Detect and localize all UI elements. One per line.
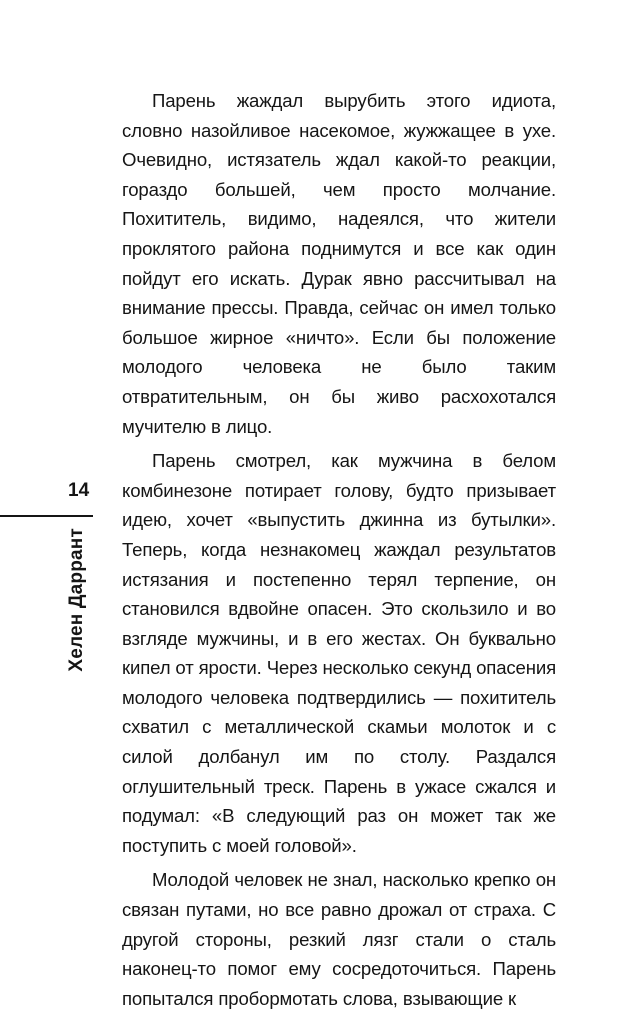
- page-number: 14: [68, 480, 90, 501]
- body-text: [122, 86, 556, 1018]
- paragraph: Парень смотрел, как мужчина в белом комбинезоне потирает голову, будто призывает идею, хочет «выпустить джинна из бутылки». Теперь, когда незнакомец жаждал результатов истязания и постепенно терял терпение, он становился вдвойне опасен. Это скользило и во взгляде мужчины, и в его жестах. Он буквально кипел от ярости. Через несколько секунд опасения молодого человека подтвердились — похититель схватил с металлической скамьи молоток и с силой долбанул им по столу. Раздался оглушительный треск. Парень в ужасе сжался и подумал: «В следующий раз он может так же поступить с моей головой».: [122, 450, 556, 856]
- paragraph: Молодой человек не знал, насколько крепко он связан путами, но все равно дрожал от страха. С другой стороны, резкий лязг стали о сталь наконец-то помог ему сосредоточиться. Парень попытался пробормотать слова, взывающие к: [122, 869, 556, 1009]
- paragraph: Парень жаждал вырубить этого идиота, словно назойливое насекомое, жужжащее в ухе. Очевидно, истязатель ждал какой-то реакции, гораздо большей, чем просто молчание. Похититель, видимо, надеялся, что жители проклятого района поднимутся и все как один пойдут его искать. Дурак явно рассчитывал на внимание прессы. Правда, сейчас он имел только большое жирное «ничто». Если бы положение молодого человека не было таким отвратительным, он бы живо расхохотался мучителю в лицо.: [122, 90, 556, 437]
- running-head-author: Хелен Даррант: [66, 528, 87, 672]
- margin-rule: [0, 515, 93, 517]
